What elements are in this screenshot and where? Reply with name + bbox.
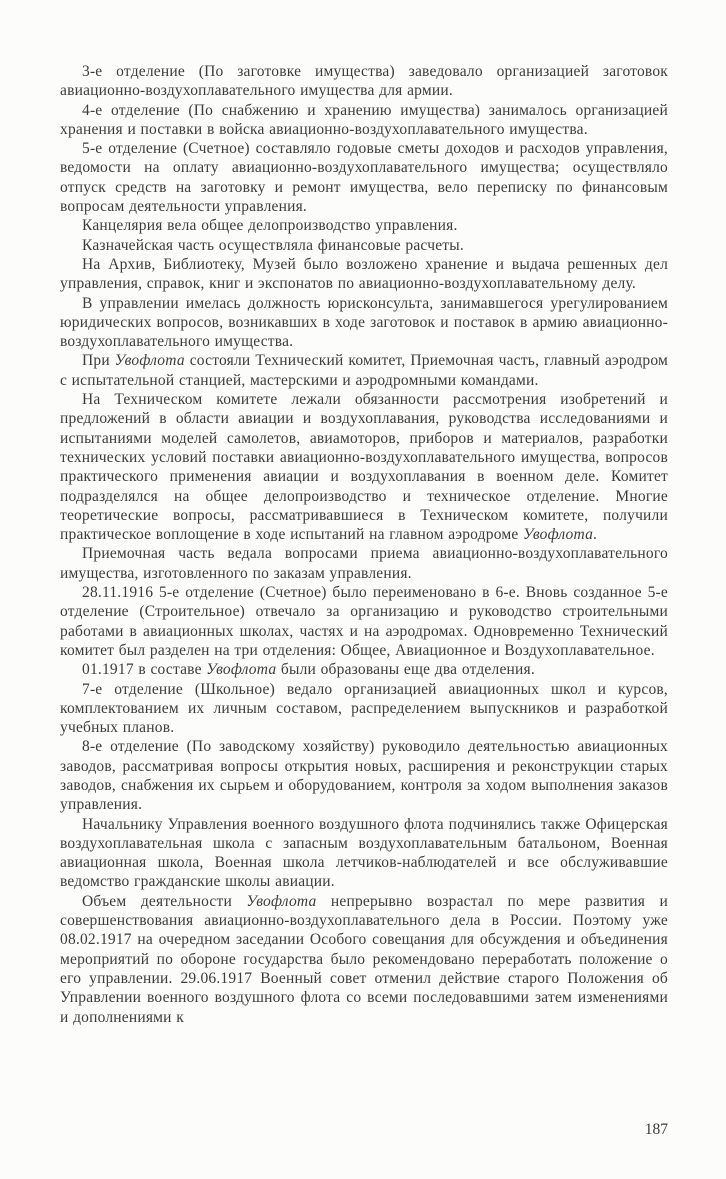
italic-text-run: Увофлота	[523, 526, 594, 544]
paragraph	[60, 583, 668, 660]
paragraph	[60, 236, 668, 255]
text-run: 5-е отделение (Счетное) составляло годовые сметы доходов и расходов управления, ведомости на оплату авиационно-воздухоплавательного имущества; осуществляло отпуск средств на заготовку и ремонт имущества, вело переписку по финансовым вопросам деятельности управления.	[60, 140, 668, 216]
paragraph	[60, 892, 668, 1027]
text-run: Начальнику Управления военного воздушного флота подчинялись также Офицерская воздухоплавательная школа с запасным воздухоплавательным батальоном, Военная авиационная школа, Военная школа летчиков-наблюдателей и все обслуживавшие ведомство гражданские школы авиации.	[60, 815, 668, 891]
text-run: На Техническом комитете лежали обязанности рассмотрения изобретений и предложений в области авиации и воздухоплавания, руководства исследованиями и испытаниями моделей самолетов, авиамоторов, приборов и материалов, разработки технических условий поставки авиационно-воздухоплавательного имущества, вопросов практического применения авиации и воздухоплавания в военном деле. Комитет подразделялся на общее делопроизводство и техническое отделение. Многие теоретические вопросы, рассматривавшиеся в Техническом комитете, получили практическое воплощение в ходе испытаний на главном аэродроме	[60, 391, 668, 544]
paragraph	[60, 544, 668, 583]
text-run: 8-е отделение (По заводскому хозяйству) руководило деятельностью авиационных заводов, рассматривая вопросы открытия новых, расширения и реконструкции старых заводов, снабжения их сырьем и оборудованием, контроля за ходом выполнения заказов управления.	[60, 738, 668, 814]
page-number: 187	[644, 1121, 668, 1138]
text-run: Канцелярия вела общее делопроизводство управления.	[82, 217, 458, 235]
paragraph	[60, 351, 668, 390]
paragraph	[60, 216, 668, 235]
text-run: 7-е отделение (Школьное) ведало организацией авиационных школ и курсов, комплектованием их личным составом, распределением выпускников и разработкой учебных планов.	[60, 680, 668, 737]
text-run: 4-е отделение (По снабжению и хранению имущества) занималось организацией хранения и поставки в войска авиационно-воздухоплавательного имущества.	[60, 101, 668, 138]
italic-text-run: Увофлота	[114, 352, 185, 370]
text-block	[60, 62, 668, 1027]
text-run: Объем деятельности	[82, 892, 247, 910]
paragraph	[60, 815, 668, 892]
paragraph	[60, 680, 668, 738]
text-run: 28.11.1916 5-е отделение (Счетное) было переименовано в 6-е. Вновь созданное 5-е отделение (Строительное) отвечало за организацию и руководство строительными работами в авиационных школах, частях и на аэродромах. Одновременно Технический комитет был разделен на три отделения: Общее, Авиационное и Воздухоплавательное.	[60, 584, 668, 659]
paragraph	[60, 255, 668, 294]
text-run: При	[82, 352, 115, 370]
text-run: были образованы еще два отделения.	[276, 661, 535, 679]
text-run: Приемочная часть ведала вопросами приема авиационно-воздухоплавательного имущества, изготовленного по заказам управления.	[60, 545, 668, 582]
paragraph	[60, 101, 668, 140]
paragraph	[60, 294, 668, 352]
italic-text-run: Увофлота	[246, 892, 317, 910]
text-run: На Архив, Библиотеку, Музей было возложено хранение и выдача решенных дел управления, справок, книг и экспонатов по авиационно-воздухоплавательному делу.	[60, 255, 668, 293]
text-run: 01.1917 в составе	[82, 661, 207, 679]
paragraph	[60, 660, 668, 679]
paragraph	[60, 390, 668, 544]
text-run: состояли Технический комитет, Приемочная часть, главный аэродром с испытательной станцией, мастерскими и аэродромными командами.	[60, 352, 668, 389]
text-run: В управлении имелась должность юрисконсульта, занимавшегося урегулированием юридических вопросов, возникавших в ходе заготовок и поставок в армию авиационно-воздухоплавательного имущества.	[60, 294, 668, 351]
paragraph	[60, 737, 668, 814]
text-run: 3-е отделение (По заготовке имущества) заведовало организацией заготовок авиационно-воздухоплавательного имущества для армии.	[60, 63, 668, 100]
text-run: .	[593, 526, 598, 544]
paragraph	[60, 139, 668, 216]
text-run: Казначейская часть осуществляла финансовые расчеты.	[82, 236, 464, 254]
italic-text-run: Увофлота	[206, 661, 277, 679]
paragraph	[60, 62, 668, 101]
text-run: непрерывно возрастал по мере развития и совершенствования авиационно-воздухоплавательного дела в России. Поэтому уже 08.02.1917 на очередном заседании Особого совещания для обсуждения и объединения мероприятий по обороне государства было рекомендовано переработать положение о его управлении. 29.06.1917 Военный совет отменил действие старого Положения об Управлении военного воздушного флота со всеми последовавшими затем изменениями и дополнениями к	[60, 892, 668, 1026]
